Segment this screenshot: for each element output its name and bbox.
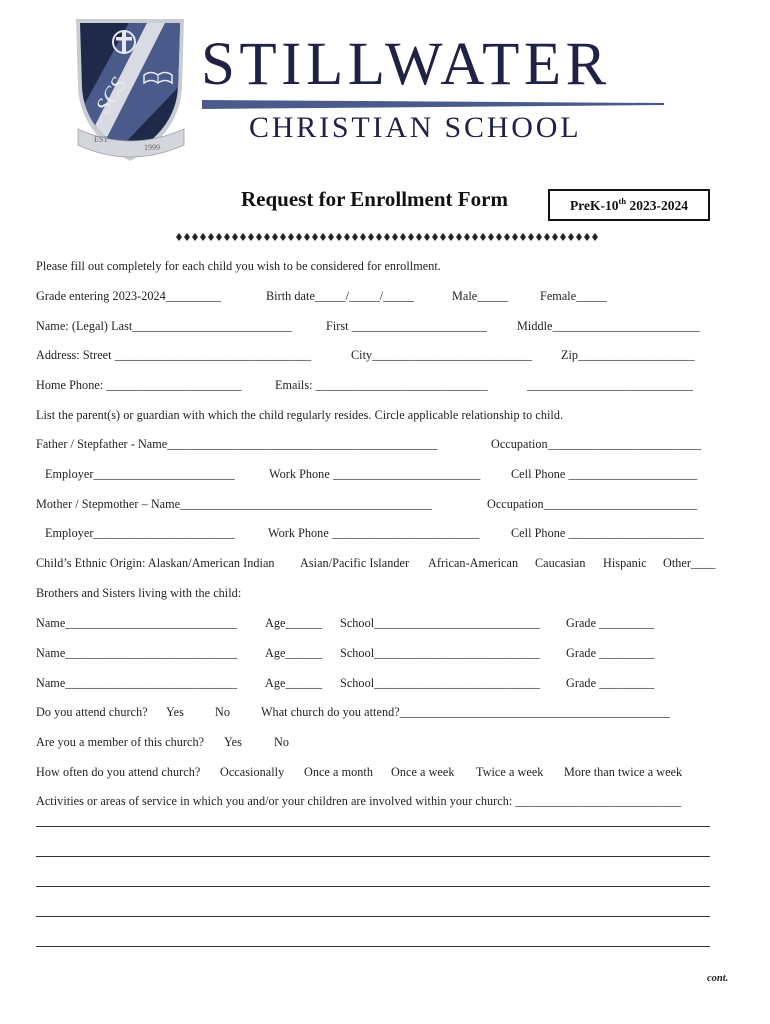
crest-year-label: 1999 [144, 143, 160, 152]
diamond-icon [576, 233, 582, 241]
choice-option-17-2[interactable]: Once a month [304, 765, 373, 779]
school-name-line1: STILLWATER [201, 31, 611, 98]
form-field-7-2[interactable]: Cell Phone _____________________ [511, 467, 698, 481]
form-field-14-0[interactable]: Name____________________________ [36, 676, 238, 690]
form-field-3-2[interactable]: Zip___________________ [561, 348, 695, 362]
diamond-icon [344, 233, 350, 241]
school-crest-logo [72, 17, 188, 167]
form-field-3-0[interactable]: Address: Street ________________________________ [36, 348, 312, 362]
diamond-icon [288, 233, 294, 241]
form-field-4-1[interactable]: Emails: ____________________________ [275, 378, 488, 392]
form-text-5-0: List the parent(s) or guardian with which the child regularly resides. Circle applicable relationship to child. [36, 408, 564, 422]
choice-option-17-4[interactable]: Twice a week [476, 765, 544, 779]
form-field-9-0[interactable]: Employer_______________________ [45, 526, 235, 540]
form-field-12-1[interactable]: Age______ [265, 616, 323, 630]
form-field-14-1[interactable]: Age______ [265, 676, 323, 690]
diamond-icon [432, 233, 438, 241]
crest-monogram: SCS [90, 72, 131, 118]
choice-option-17-3[interactable]: Once a week [391, 765, 455, 779]
form-text-11-0: Brothers and Sisters living with the child: [36, 586, 242, 600]
choice-option-10-2[interactable]: African-American [428, 556, 519, 570]
choice-option-17-5[interactable]: More than twice a week [564, 765, 683, 779]
diamond-icon [440, 233, 446, 241]
form-text-17-0: How often do you attend church? [36, 765, 201, 779]
diamond-icon [352, 233, 358, 241]
diamond-icon [408, 233, 414, 241]
form-text-15-0: Do you attend church? [36, 705, 148, 719]
form-field-1-2[interactable]: Male_____ [452, 289, 508, 303]
school-name-line2: CHRISTIAN SCHOOL [249, 111, 582, 144]
form-field-8-1[interactable]: Occupation_________________________ [487, 497, 698, 511]
diamond-icon [320, 233, 326, 241]
diamond-icon [256, 233, 262, 241]
diamond-icon [360, 233, 366, 241]
diamond-icon [496, 233, 502, 241]
grade-prefix: PreK-10 [570, 198, 619, 213]
diamond-icon [272, 233, 278, 241]
diamond-icon [384, 233, 390, 241]
form-field-14-3[interactable]: Grade _________ [566, 676, 655, 690]
diamond-icon [368, 233, 374, 241]
form-field-4-2[interactable]: ___________________________ [527, 378, 693, 392]
diamond-icon [208, 233, 214, 241]
diamond-icon [488, 233, 494, 241]
diamond-icon [448, 233, 454, 241]
form-field-18-0[interactable]: Activities or areas of service in which you and/or your children are involved within your church: ___________________________ [36, 794, 682, 808]
activities-blank-line[interactable] [36, 916, 710, 917]
diamond-icon [200, 233, 206, 241]
diamond-icon [552, 233, 558, 241]
activities-blank-line[interactable] [36, 856, 710, 857]
form-field-2-2[interactable]: Middle________________________ [517, 319, 700, 333]
diamond-icon [264, 233, 270, 241]
form-field-6-0[interactable]: Father / Stepfather - Name____________________________________________ [36, 437, 438, 451]
diamond-icon [216, 233, 222, 241]
form-field-1-0[interactable]: Grade entering 2023-2024_________ [36, 289, 222, 303]
form-field-13-1[interactable]: Age______ [265, 646, 323, 660]
form-field-9-1[interactable]: Work Phone ________________________ [268, 526, 480, 540]
form-text-10-0: Child’s Ethnic Origin: Alaskan/American Indian [36, 556, 275, 570]
title-rule [202, 100, 664, 109]
form-field-7-0[interactable]: Employer_______________________ [45, 467, 235, 481]
form-text-16-0: Are you a member of this church? [36, 735, 205, 749]
diamond-icon [504, 233, 510, 241]
diamond-icon [312, 233, 318, 241]
activities-blank-line[interactable] [36, 946, 710, 947]
form-field-9-2[interactable]: Cell Phone ______________________ [511, 526, 704, 540]
choice-option-15-1[interactable]: Yes [166, 705, 184, 719]
form-title: Request for Enrollment Form [241, 187, 508, 211]
diamond-icon [232, 233, 238, 241]
form-field-2-1[interactable]: First ______________________ [326, 319, 487, 333]
form-field-6-1[interactable]: Occupation_________________________ [491, 437, 702, 451]
diamond-icon [376, 233, 382, 241]
form-field-8-0[interactable]: Mother / Stepmother – Name_________________________________________ [36, 497, 433, 511]
choice-option-10-4[interactable]: Hispanic [603, 556, 647, 570]
form-field-15-3[interactable]: What church do you attend?____________________________________________ [261, 705, 671, 719]
form-field-13-3[interactable]: Grade _________ [566, 646, 655, 660]
choice-option-16-1[interactable]: Yes [224, 735, 242, 749]
diamond-icon [536, 233, 542, 241]
diamond-icon [456, 233, 462, 241]
diamond-icon [520, 233, 526, 241]
diamond-icon [544, 233, 550, 241]
form-field-14-2[interactable]: School___________________________ [340, 676, 541, 690]
grade-year-box [548, 189, 710, 221]
diamond-icon [464, 233, 470, 241]
diamond-icon [528, 233, 534, 241]
form-field-4-0[interactable]: Home Phone: ______________________ [36, 378, 242, 392]
grade-year: 2023-2024 [626, 198, 688, 213]
choice-option-16-2[interactable]: No [274, 735, 289, 749]
diamond-icon [512, 233, 518, 241]
diamond-icon [304, 233, 310, 241]
choice-option-17-1[interactable]: Occasionally [220, 765, 285, 779]
form-field-13-2[interactable]: School___________________________ [340, 646, 541, 660]
diamond-icon [568, 233, 574, 241]
choice-option-10-1[interactable]: Asian/Pacific Islander [300, 556, 410, 570]
form-field-2-0[interactable]: Name: (Legal) Last__________________________ [36, 319, 293, 333]
diamond-icon [192, 233, 198, 241]
form-field-1-1[interactable]: Birth date_____/_____/_____ [266, 289, 414, 303]
diamond-icon [224, 233, 230, 241]
form-field-1-3[interactable]: Female_____ [540, 289, 607, 303]
continued-label: cont. [707, 973, 729, 984]
choice-option-15-2[interactable]: No [215, 705, 230, 719]
diamond-icon [424, 233, 430, 241]
diamond-icon [480, 233, 486, 241]
diamond-icon [176, 233, 182, 241]
form-field-3-1[interactable]: City__________________________ [351, 348, 532, 362]
diamond-icon [392, 233, 398, 241]
form-text-0-0: Please fill out completely for each child you wish to be considered for enrollment. [36, 259, 441, 273]
diamond-icon [184, 233, 190, 241]
diamond-icon [280, 233, 286, 241]
diamond-icon [592, 233, 598, 241]
activities-blank-line[interactable] [36, 886, 710, 887]
form-field-12-0[interactable]: Name____________________________ [36, 616, 238, 630]
diamond-icon [400, 233, 406, 241]
diamond-icon [416, 233, 422, 241]
choice-option-10-3[interactable]: Caucasian [535, 556, 586, 570]
form-field-7-1[interactable]: Work Phone ________________________ [269, 467, 481, 481]
form-field-12-2[interactable]: School___________________________ [340, 616, 541, 630]
diamond-icon [296, 233, 302, 241]
diamond-icon [328, 233, 334, 241]
diamond-icon [584, 233, 590, 241]
diamond-icon [336, 233, 342, 241]
crest-est-label: EST [94, 135, 109, 144]
grade-sup: th [618, 195, 627, 206]
diamond-icon [560, 233, 566, 241]
diamond-divider [175, 232, 599, 242]
diamond-icon [472, 233, 478, 241]
diamond-icon [240, 233, 246, 241]
activities-blank-line[interactable] [36, 826, 710, 827]
form-field-10-5[interactable]: Other____ [663, 556, 716, 570]
form-field-13-0[interactable]: Name____________________________ [36, 646, 238, 660]
form-field-12-3[interactable]: Grade _________ [566, 616, 655, 630]
diamond-icon [248, 233, 254, 241]
